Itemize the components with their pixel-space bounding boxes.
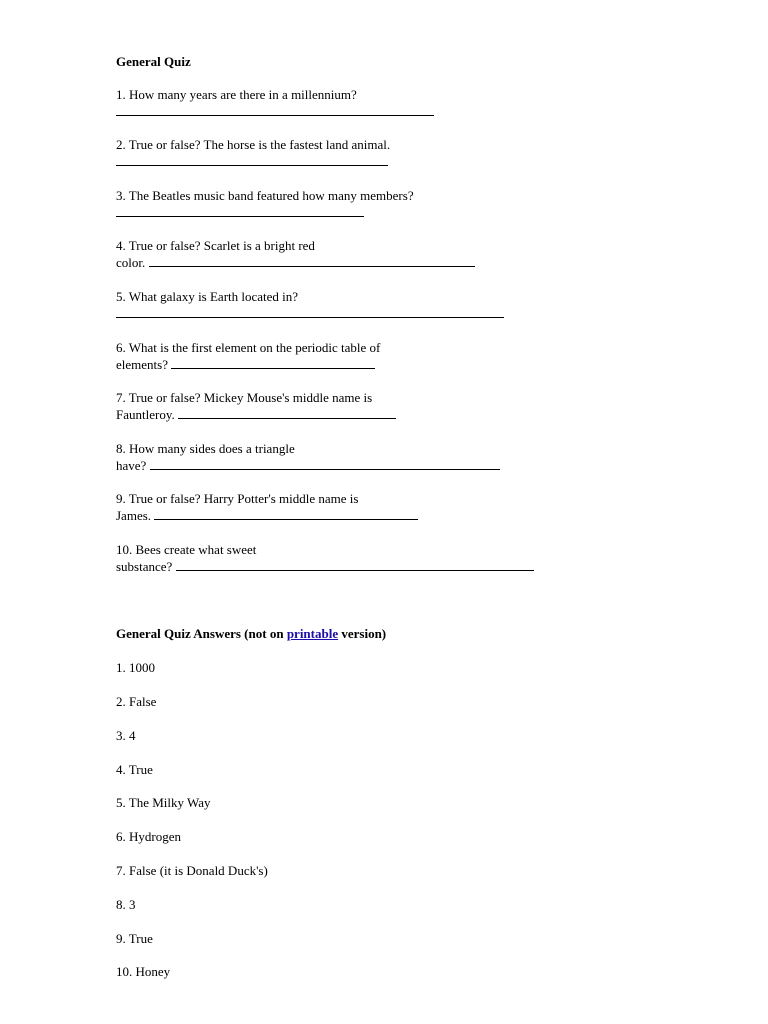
answer-8: 8. 3 (116, 897, 136, 912)
question-6 (116, 339, 380, 373)
answer-2: 2. False (116, 694, 157, 709)
question-text: 4. True or false? Scarlet is a bright red (116, 238, 315, 253)
answer-3: 3. 4 (116, 728, 136, 743)
answer-line (116, 305, 504, 322)
answer-line (116, 457, 500, 474)
question-2 (116, 136, 390, 170)
answer-4: 4. True (116, 762, 153, 777)
answer-line (116, 153, 390, 170)
answer-1: 1. 1000 (116, 660, 155, 675)
answer-5: 5. The Milky Way (116, 795, 211, 810)
question-9 (116, 490, 418, 524)
question-text-continued: substance? (116, 559, 173, 574)
question-text: 9. True or false? Harry Potter's middle name is (116, 491, 359, 506)
question-10 (116, 541, 534, 575)
question-text: 6. What is the first element on the periodic table of (116, 340, 381, 355)
answer-line (116, 254, 475, 271)
quiz-page (116, 50, 716, 979)
question-text-continued: James. (116, 508, 152, 523)
question-text: 2. True or false? The horse is the fastest land animal. (116, 137, 391, 152)
question-text-continued: have? (116, 458, 147, 473)
question-text: 8. How many sides does a triangle (116, 441, 295, 456)
answer-line (116, 103, 434, 120)
printable-link[interactable]: printable (286, 626, 339, 641)
answer-line (116, 204, 414, 221)
question-1 (116, 86, 434, 120)
question-text: 1. How many years are there in a millennium? (116, 87, 357, 102)
answer-7: 7. False (it is Donald Duck's) (116, 863, 268, 878)
question-4 (116, 237, 475, 271)
question-text: 7. True or false? Mickey Mouse's middle name is (116, 390, 373, 405)
answer-line (116, 356, 380, 373)
question-text-continued: elements? (116, 357, 168, 372)
answer-9: 9. True (116, 931, 153, 946)
question-8 (116, 440, 500, 474)
question-text: 10. Bees create what sweet (116, 542, 257, 557)
question-text: 3. The Beatles music band featured how many members? (116, 188, 414, 203)
answer-6: 6. Hydrogen (116, 829, 181, 844)
question-5 (116, 288, 504, 322)
question-7 (116, 389, 396, 423)
question-text-continued: Fauntleroy. (116, 407, 175, 422)
answers-title-prefix: General Quiz Answers (not on (116, 626, 287, 641)
answer-line (116, 406, 396, 423)
answer-line (116, 507, 418, 524)
answers-title (116, 625, 386, 642)
answers-title-suffix: version) (338, 626, 387, 641)
quiz-title: General Quiz (116, 54, 191, 69)
question-text-continued: color. (116, 255, 146, 270)
question-3 (116, 187, 414, 221)
answer-10: 10. Honey (116, 964, 171, 979)
answer-line (116, 558, 534, 575)
question-text: 5. What galaxy is Earth located in? (116, 289, 299, 304)
